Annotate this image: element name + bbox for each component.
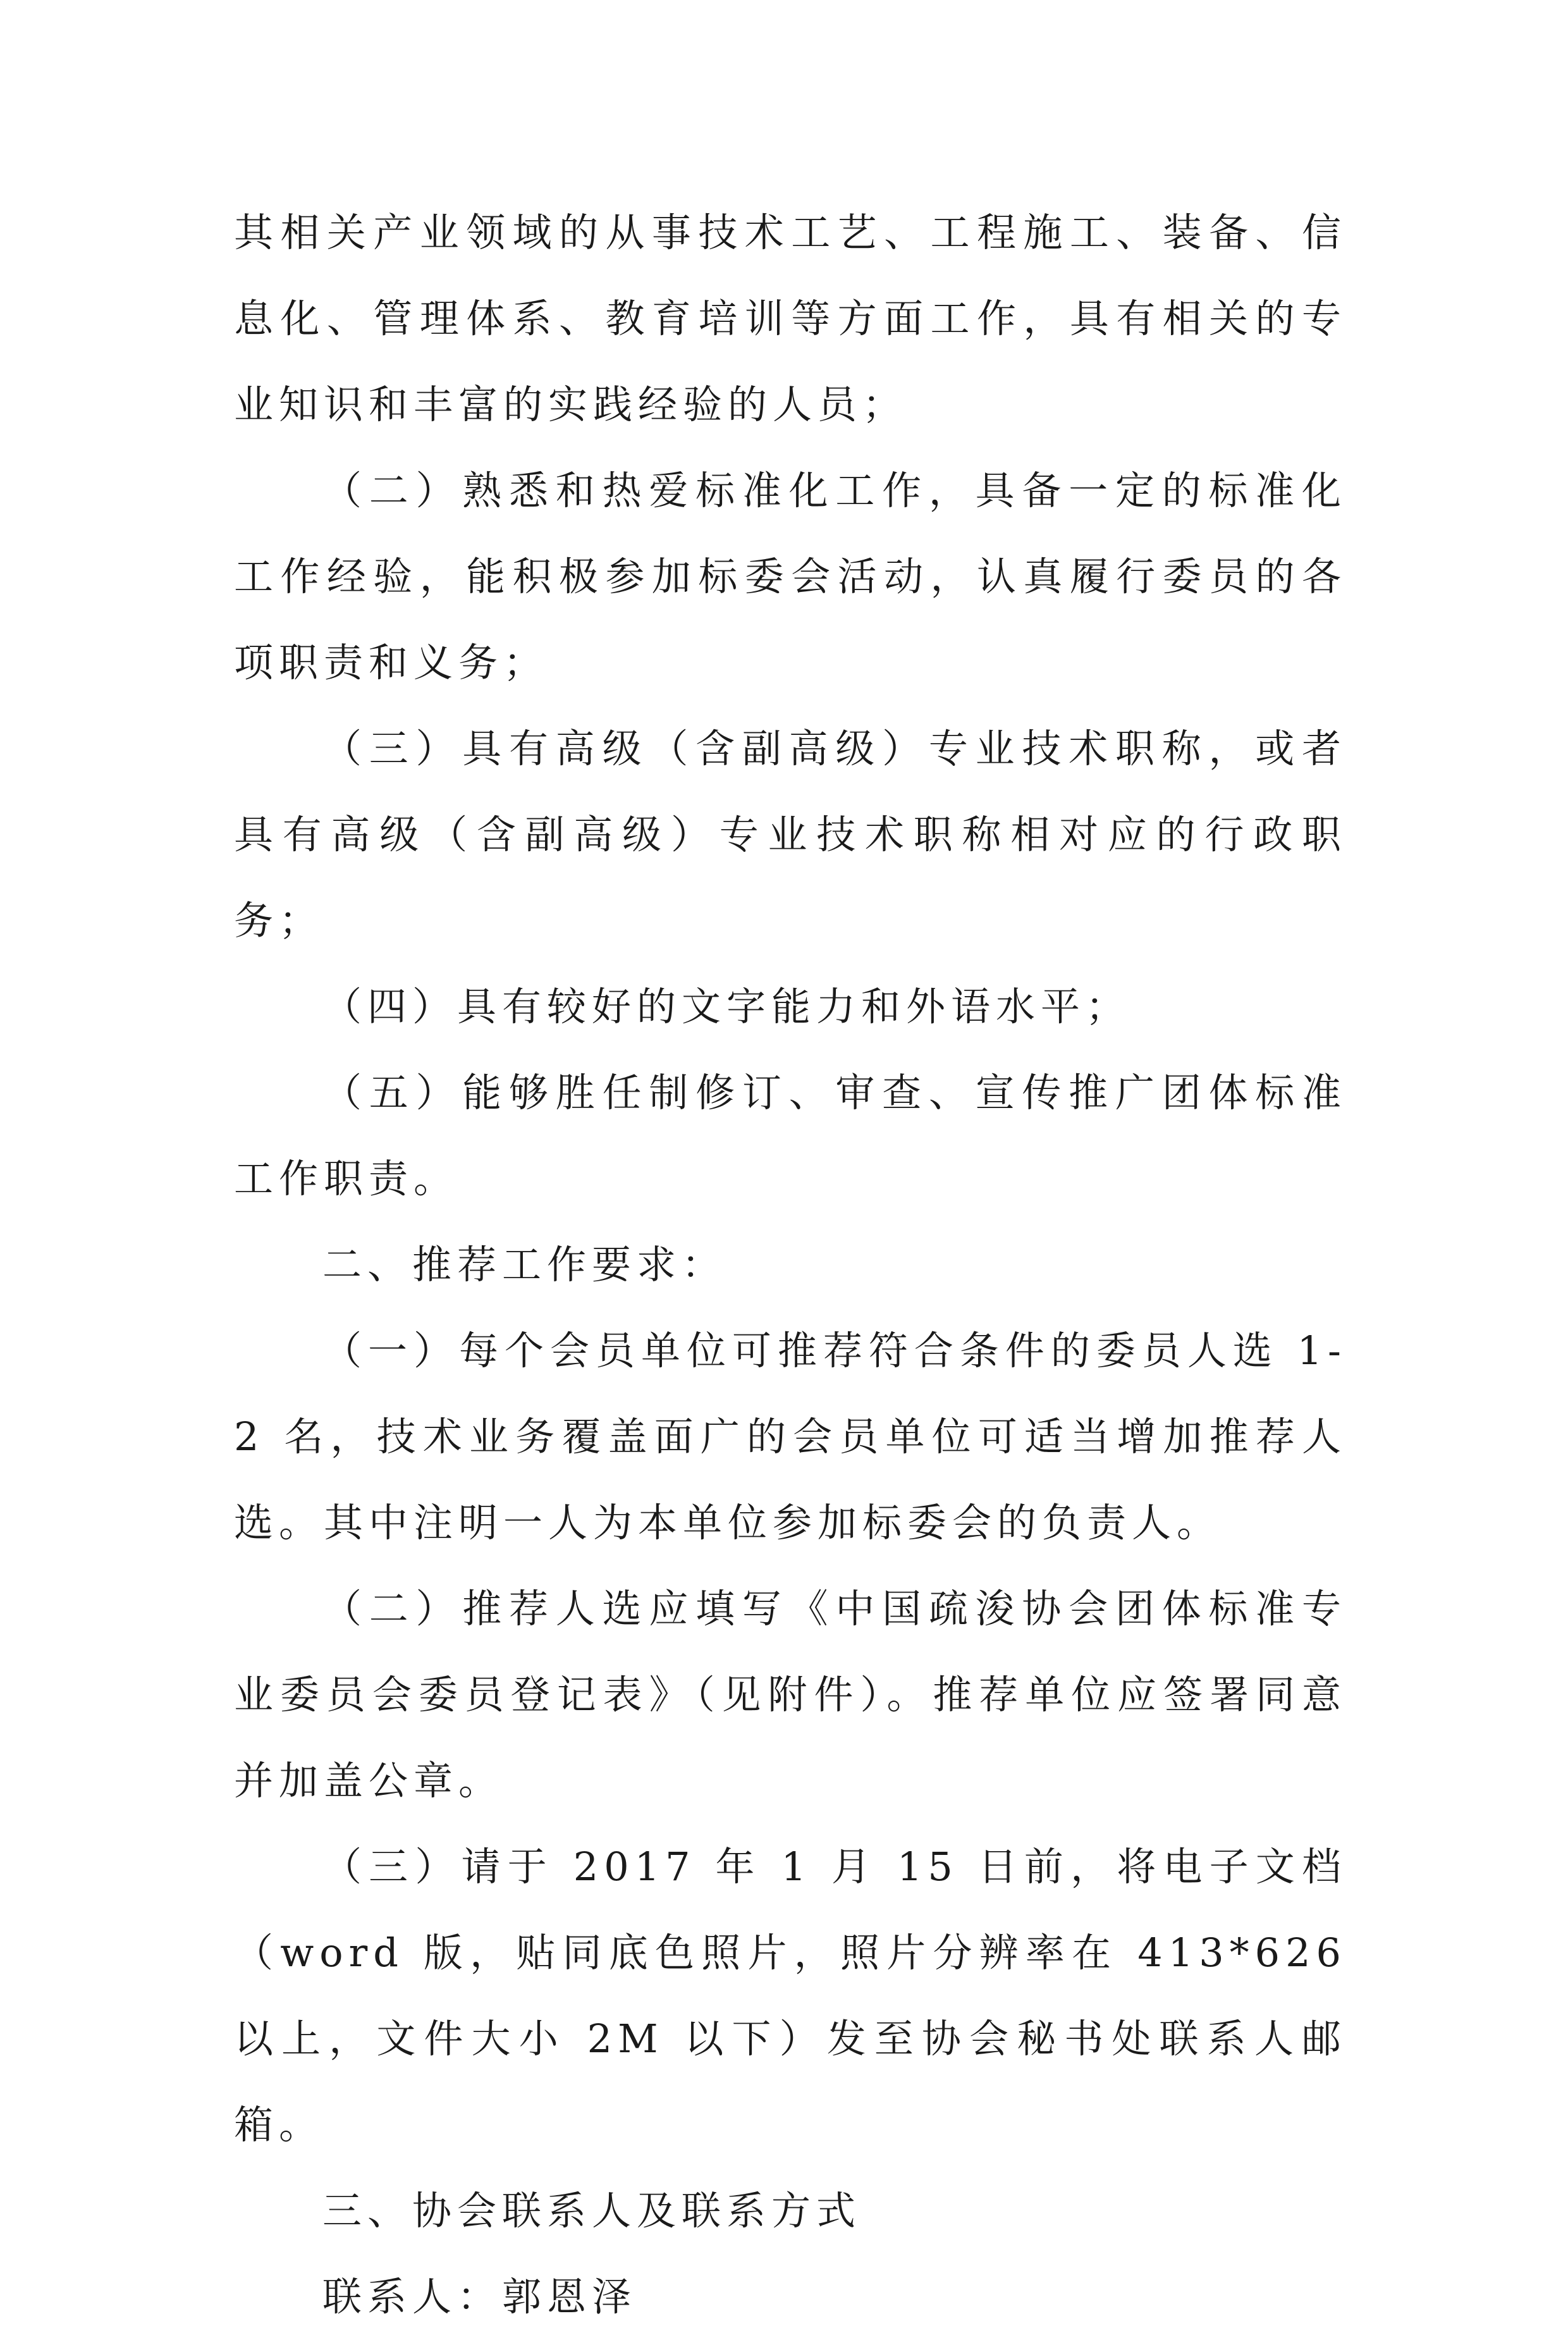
paragraph-requirement-3-deadline: （三）请于 2017 年 1 月 15 日前，将电子文档（word 版，贴同底色照片，照片分辨率在 413*626 以上，文件大小 2M 以下）发至协会秘书处联系人邮箱。	[234, 1844, 1347, 2148]
section-heading-recommendation-requirements: 二、推荐工作要求：	[322, 1241, 727, 1288]
paragraph-item-2-standardization-experience: （二）熟悉和热爱标准化工作，具备一定的标准化工作经验，能积极参加标委会活动，认真履行委员的各项职责和义务；	[234, 467, 1347, 686]
paragraph-item-4-language-ability: （四）具有较好的文字能力和外语水平；	[322, 983, 1131, 1030]
paragraph-item-3-senior-title: （三）具有高级（含副高级）专业技术职称，或者具有高级（含副高级）专业技术职称相对应的行政职务；	[234, 725, 1347, 944]
contact-person-line: 联系人：郭恩泽	[322, 2274, 637, 2320]
paragraph-requirement-2-registration-form: （二）推荐人选应填写《中国疏浚协会团体标准专业委员会委员登记表》（见附件）。推荐单位应签署同意并加盖公章。	[234, 1586, 1347, 1804]
paragraph-item-5-duties: （五）能够胜任制修订、审查、宣传推广团体标准工作职责。	[234, 1069, 1347, 1202]
document-body	[234, 190, 1347, 2340]
paragraph-requirement-1-candidates: （一）每个会员单位可推荐符合条件的委员人选 1-2 名，技术业务覆盖面广的会员单位可适当增加推荐人选。其中注明一人为本单位参加标委会的负责人。	[234, 1327, 1347, 1546]
section-heading-contact-info: 三、协会联系人及联系方式	[322, 2188, 862, 2234]
paragraph-qualification-continued: 其相关产业领域的从事技术工艺、工程施工、装备、信息化、管理体系、教育培训等方面工作，具有相关的专业知识和丰富的实践经验的人员；	[234, 209, 1347, 428]
